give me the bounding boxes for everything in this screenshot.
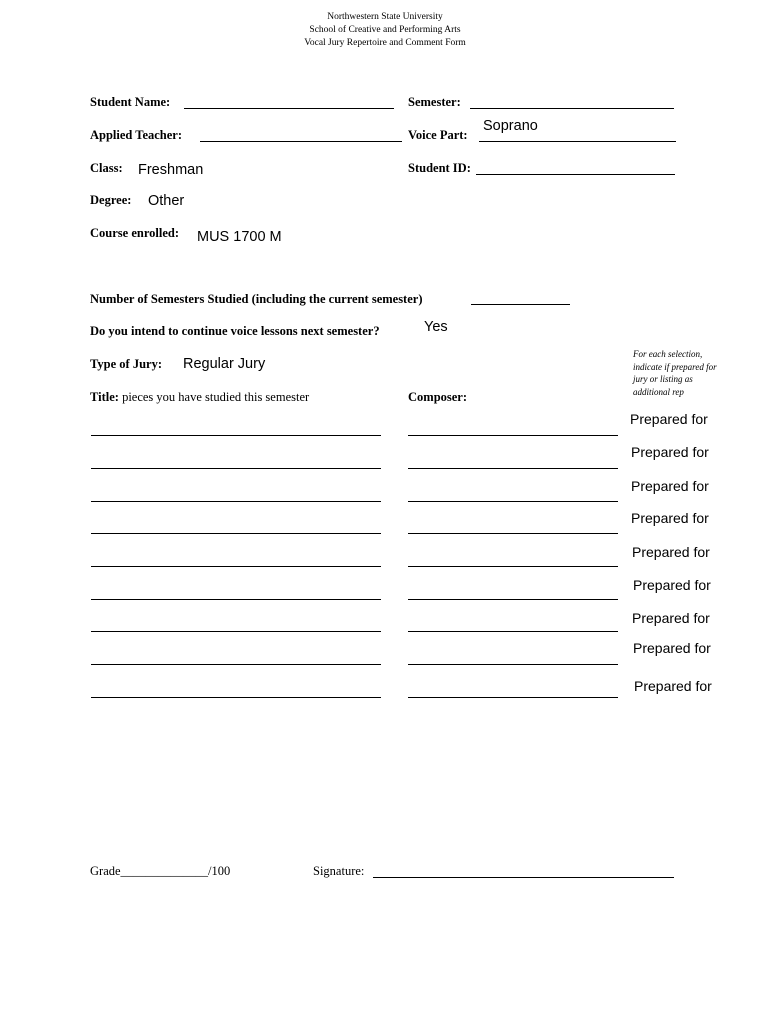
prepared-for-dropdown[interactable]: Prepared for	[634, 678, 712, 694]
student-name-field[interactable]	[184, 108, 394, 109]
semesters-studied-label: Number of Semesters Studied (including the current semester)	[90, 292, 423, 306]
class-value[interactable]: Freshman	[138, 162, 204, 178]
composer-field[interactable]	[408, 631, 618, 632]
composer-field[interactable]	[408, 468, 618, 469]
composer-field[interactable]	[408, 599, 618, 600]
class-label: Class:	[90, 161, 123, 175]
prepared-for-dropdown[interactable]: Prepared for	[630, 411, 708, 427]
semesters-studied-field[interactable]	[471, 304, 570, 305]
title-field[interactable]	[91, 599, 381, 600]
composer-field[interactable]	[408, 435, 618, 436]
continue-lessons-label: Do you intend to continue voice lessons next semester?	[90, 324, 380, 338]
applied-teacher-field[interactable]	[200, 141, 402, 142]
title-hint: pieces you have studied this semester	[122, 390, 310, 404]
grade-field[interactable]: Grade______________/100	[90, 864, 231, 878]
applied-teacher-label: Applied Teacher:	[90, 128, 183, 142]
student-id-label: Student ID:	[408, 161, 471, 175]
prepared-for-dropdown[interactable]: Prepared for	[631, 510, 709, 526]
prepared-for-dropdown[interactable]: Prepared for	[633, 640, 711, 656]
jury-type-value[interactable]: Regular Jury	[183, 356, 266, 372]
title-header	[90, 390, 309, 405]
course-value[interactable]: MUS 1700 M	[197, 229, 282, 245]
title-field[interactable]	[91, 697, 381, 698]
prepared-for-dropdown[interactable]: Prepared for	[633, 577, 711, 593]
semester-field[interactable]	[470, 108, 674, 109]
university-name: Northwestern State University	[327, 12, 443, 22]
title-field[interactable]	[91, 435, 381, 436]
prepared-for-dropdown[interactable]: Prepared for	[631, 478, 709, 494]
jury-type-label: Type of Jury:	[90, 357, 162, 371]
prepared-for-dropdown[interactable]: Prepared for	[632, 544, 710, 560]
degree-value[interactable]: Other	[148, 193, 185, 209]
form-title: Vocal Jury Repertoire and Comment Form	[304, 38, 466, 48]
title-label: Title:	[90, 390, 119, 404]
continue-lessons-value[interactable]: Yes	[424, 319, 448, 335]
title-field[interactable]	[91, 664, 381, 665]
title-field[interactable]	[91, 533, 381, 534]
semester-label: Semester:	[408, 95, 461, 109]
signature-field[interactable]	[373, 877, 674, 878]
school-name: School of Creative and Performing Arts	[309, 25, 461, 35]
voice-part-value[interactable]: Soprano	[483, 118, 538, 134]
course-label: Course enrolled:	[90, 226, 179, 240]
composer-field[interactable]	[408, 566, 618, 567]
composer-label: Composer:	[408, 390, 468, 404]
composer-field[interactable]	[408, 501, 618, 502]
prepared-for-dropdown[interactable]: Prepared for	[631, 444, 709, 460]
title-field[interactable]	[91, 566, 381, 567]
voice-part-field[interactable]	[479, 141, 676, 142]
title-field[interactable]	[91, 631, 381, 632]
composer-field[interactable]	[408, 533, 618, 534]
student-name-label: Student Name:	[90, 95, 171, 109]
student-id-field[interactable]	[476, 174, 675, 175]
signature-label: Signature:	[313, 864, 365, 878]
degree-label: Degree:	[90, 193, 132, 207]
prepared-for-dropdown[interactable]: Prepared for	[632, 610, 710, 626]
voice-part-label: Voice Part:	[408, 128, 468, 142]
title-field[interactable]	[91, 501, 381, 502]
composer-field[interactable]	[408, 697, 618, 698]
title-field[interactable]	[91, 468, 381, 469]
composer-field[interactable]	[408, 664, 618, 665]
selection-note: For each selection, indicate if prepared for jury or listing as additional rep	[633, 349, 717, 397]
